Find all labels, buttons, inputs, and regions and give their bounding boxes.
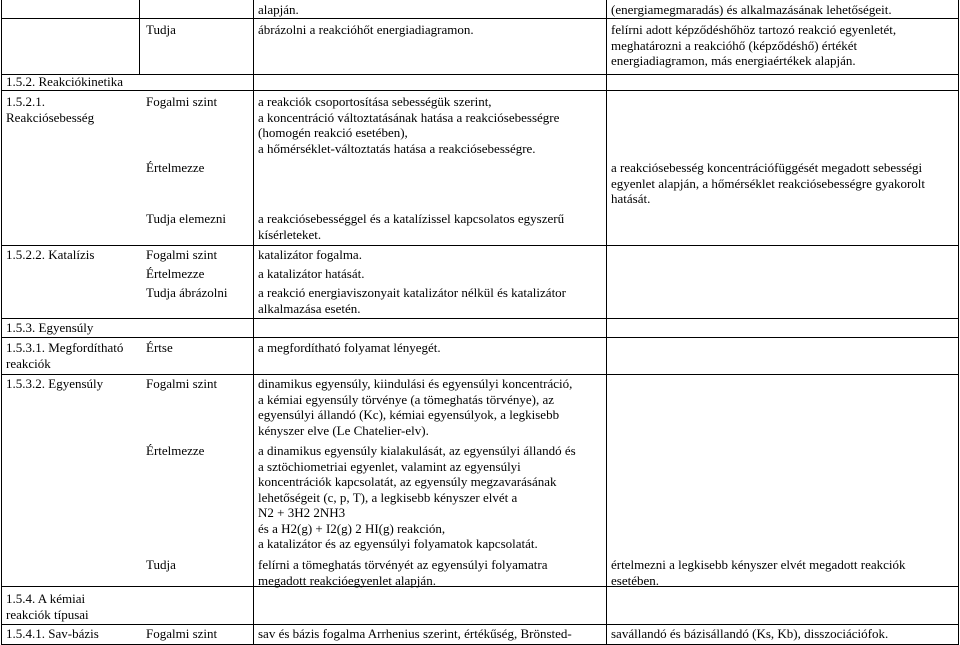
row6-content: katalizátor fogalma. xyxy=(258,247,362,262)
row12-content: a dinamikus egyensúly kialakulását, az egyensúlyi állandó és a sztöchiometriai egyenlet, valamint az egyensúlyi koncentrációk kapcsolatát, az egyensúly megzavarásának lehetőségeit (c, p, T), a legkisebb kényszer elvét a N2 + 3H2 2NH3 és a H2(g) + I2(g) 2 HI(g) reakción, a katalizátor és az egyensúlyi folyamatok kapcsolatát. xyxy=(258,443,576,551)
topic-egyensuly: 1.5.3.2. Egyensúly xyxy=(6,376,104,391)
row4-level: Értelmezze xyxy=(146,160,205,175)
row3-content: a reakciók csoportosítása sebességük szerint, a koncentráció változtatásának hatása a reakciósebességre (homogén reakció esetében), a hőmérséklet-változtatás hatása a reakciósebességre. xyxy=(258,94,560,156)
column-divider-1 xyxy=(139,0,140,75)
row15-level: Fogalmi szint xyxy=(146,626,218,641)
row7-level: Értelmezze xyxy=(146,266,205,281)
row13-extended: értelmezni a legkisebb kényszer elvét megadott reakciók esetében. xyxy=(611,557,906,588)
row1-extended: felírni adott képződéshőhöz tartozó reakció egyenletét, meghatározni a reakcióhő (képződéshő) értékét energiadiagramon, más energiaértékek alapján. xyxy=(611,22,897,68)
row11-level: Fogalmi szint xyxy=(146,376,218,391)
topic-sav-bazis: 1.5.4.1. Sav-bázis xyxy=(6,626,99,641)
section-heading-egyensuly: 1.5.3. Egyensúly xyxy=(6,320,94,335)
topic-reakciosebesseg: 1.5.2.1. Reakciósebesség xyxy=(6,94,95,125)
topic-megforditato-reakciok: 1.5.3.1. Megfordítható reakciók xyxy=(6,340,124,371)
row-divider xyxy=(1,245,959,246)
section-heading-reakciok-tipusai: 1.5.4. A kémiai reakciók típusai xyxy=(6,591,89,622)
row0-extended: (energiamegmaradás) és alkalmazásának lehetőségeit. xyxy=(611,2,892,17)
row10-content: a megfordítható folyamat lényegét. xyxy=(258,340,441,355)
row3-level: Fogalmi szint xyxy=(146,94,218,109)
row-divider xyxy=(1,624,959,625)
row4-extended: a reakciósebesség koncentrációfüggését megadott sebességi egyenlet alapján, a hőmérséklet reakciósebességre gyakorolt hatását. xyxy=(611,160,926,206)
row1-content: ábrázolni a reakcióhőt energiadiagramon. xyxy=(258,22,474,37)
table-right-border xyxy=(958,0,959,645)
row-divider xyxy=(1,18,959,19)
section-heading-reakciokinetika: 1.5.2. Reakciókinetika xyxy=(6,74,123,89)
row15-content: sav és bázis fogalma Arrhenius szerint, értékűség, Brönsted- xyxy=(258,626,572,641)
row15-extended: savállandó és bázisállandó (Ks, Kb), disszociációfok. xyxy=(611,626,889,641)
row5-level: Tudja elemezni xyxy=(146,211,227,226)
row-divider xyxy=(1,374,959,375)
row7-content: a katalizátor hatását. xyxy=(258,266,365,281)
row8-level: Tudja ábrázolni xyxy=(146,285,228,300)
row-divider xyxy=(1,74,959,75)
row-divider xyxy=(1,318,959,319)
topic-katalizis: 1.5.2.2. Katalízis xyxy=(6,247,95,262)
row11-content: dinamikus egyensúly, kiindulási és egyensúlyi koncentráció, a kémiai egyensúly törvénye (a tömeghatás törvénye), az egyensúlyi állandó (Kc), kémiai egyensúlyok, a legkisebb kényszer elve (Le Chatelier-elv). xyxy=(258,376,573,438)
row12-level: Értelmezze xyxy=(146,443,205,458)
row1-level: Tudja xyxy=(146,22,176,37)
row-divider xyxy=(1,90,959,91)
row6-level: Fogalmi szint xyxy=(146,247,218,262)
row13-content: felírni a tömeghatás törvényét az egyensúlyi folyamatra megadott reakcióegyenlet alapján. xyxy=(258,557,548,588)
row10-level: Értse xyxy=(146,340,173,355)
table-left-border xyxy=(1,0,2,645)
row-divider xyxy=(1,337,959,338)
row8-content: a reakció energiaviszonyait katalizátor nélkül és katalizátor alkalmazása esetén. xyxy=(258,285,567,316)
row13-level: Tudja xyxy=(146,557,176,572)
row5-content: a reakciósebességgel és a katalízissel kapcsolatos egyszerű kísérleteket. xyxy=(258,211,565,242)
row0-content: alapján. xyxy=(258,2,299,17)
